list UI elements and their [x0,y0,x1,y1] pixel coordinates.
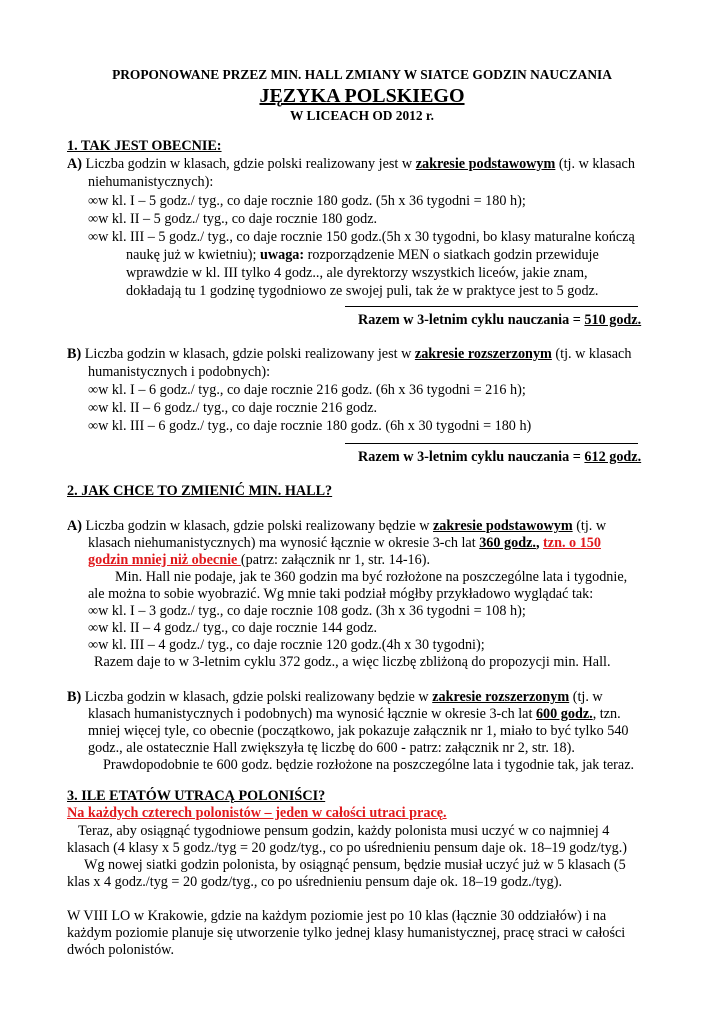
s2b-line3: mniej więcej tyle, co obecnie (początkowo, jak pokazuje załącznik nr 1, miało to być tylko 540 [88,723,629,739]
s2a-line2: klasach niehumanistycznych) ma wynosić łącznie w okresie 3-ch lat 360 godz., tzn. o 150 [88,535,601,551]
s1a-item3-cont2: wprawdzie w kl. III tylko 4 godz.., ale dyrektorzy wszystkich liceów, jakie znam, [126,265,588,281]
s2a-item2: ∞w kl. II – 4 godz./ tyg., co daje rocznie 144 godz. [88,620,378,636]
s3-para1-line1: Teraz, aby osiągnąć tygodniowe pensum godzin, każdy polonista musi uczyć w co najmniej 4 [78,823,610,839]
s2a-sum: Razem daje to w 3-letnim cyklu 372 godz., a więc liczbę zbliżoną do propozycji min. Hall. [94,654,611,670]
infinity-bullet-icon: ∞ [88,400,99,416]
s2b-line2: klasach humanistycznych i podobnych) ma wynosić łącznie w okresie 3-ch lat 600 godz., tzn. [88,706,621,722]
s1a-line2: niehumanistycznych): [88,174,214,190]
infinity-bullet-icon: ∞ [88,637,99,653]
s1a-item3: ∞w kl. III – 5 godz./ tyg., co daje rocznie 150 godz.(5h x 30 tygodni, bo klasy maturalne kończą [88,229,635,245]
section2-heading: 2. JAK CHCE TO ZMIENIĆ MIN. HALL? [67,483,333,499]
s1a-line1: A) Liczba godzin w klasach, gdzie polski realizowany jest w zakresie podstawowym (tj. w klasach [67,156,635,172]
s1a-item3-cont3: dokładają tu 1 godzinę tygodniowo ze swojej puli, tak że w praktyce jest to 5 godz. [126,283,599,299]
infinity-bullet-icon: ∞ [88,418,99,434]
s1b-item2: ∞w kl. II – 6 godz./ tyg., co daje rocznie 216 godz. [88,400,378,416]
s3-para3-line2: każdym poziomie planuje się utworzenie tylko jednej klasy humanistycznej, pracę straci w całości [67,925,626,941]
s3-para3-line1: W VIII LO w Krakowie, gdzie na każdym poziomie jest po 10 klas (łącznie 30 oddziałów) i na [67,908,607,924]
s2a-item3: ∞w kl. III – 4 godz./ tyg., co daje rocznie 120 godz.(4h x 30 tygodni); [88,637,485,653]
s3-highlight: Na każdych czterech polonistów – jeden w całości utraci pracę. [67,805,447,821]
doc-title-main: JĘZYKA POLSKIEGO [259,85,465,107]
s2a-line3: godzin mniej niż obecnie (patrz: załącznik nr 1, str. 14-16). [88,552,430,568]
s2a-line1: A) Liczba godzin w klasach, gdzie polski realizowany będzie w zakresie podstawowym (tj. w [67,518,607,534]
doc-title-line1: PROPONOWANE PRZEZ MIN. HALL ZMIANY W SIATCE GODZIN NAUCZANIA [112,67,612,82]
s1b-item3: ∞w kl. III – 6 godz./ tyg., co daje rocznie 180 godz. (6h x 30 tygodni = 180 h) [88,418,532,434]
s3-para1-line2: klasach (4 klasy x 5 godz./tyg = 20 godz/tyg., co po uśrednieniu pensum daje ok. 18–19 godz/tyg.) [67,840,628,856]
s2b-line5: Prawdopodobnie te 600 godz. będzie rozłożone na poszczególne lata i tygodnie tak, jak teraz. [103,757,635,773]
s1a-item2: ∞w kl. II – 5 godz./ tyg., co daje rocznie 180 godz. [88,211,378,227]
section1-heading: 1. TAK JEST OBECNIE: [67,138,222,154]
s2b-line4: godz., ale ostatecznie Hall zwiększyła tę liczbę do 600 - patrz: załącznik nr 2, str. 18). [88,740,575,756]
doc-title-line3: W LICEACH OD 2012 r. [290,108,434,123]
infinity-bullet-icon: ∞ [88,193,99,209]
s1b-total: Razem w 3-letnim cyklu nauczania = 612 godz. [358,449,642,465]
s2a-item1: ∞w kl. I – 3 godz./ tyg., co daje rocznie 108 godz. (3h x 36 tygodni = 108 h); [88,603,526,619]
infinity-bullet-icon: ∞ [88,229,99,245]
s1b-line1: B) Liczba godzin w klasach, gdzie polski realizowany jest w zakresie rozszerzonym (tj. w klasach [67,346,632,362]
s3-para3-line3: dwóch polonistów. [67,942,175,958]
s2a-para1: Min. Hall nie podaje, jak te 360 godzin ma być rozłożone na poszczególne lata i tygodnie, [115,569,628,585]
s2a-para2: ale można to sobie wyobrazić. Wg mnie taki podział mógłby przykładowo wyglądać tak: [88,586,594,602]
s3-para2-line2: klas x 4 godz./tyg = 20 godz/tyg., co po uśrednieniu pensum daje ok. 18–19 godz./tyg). [67,874,563,890]
infinity-bullet-icon: ∞ [88,620,99,636]
divider [345,443,638,444]
section3-heading: 3. ILE ETATÓW UTRACĄ POLONIŚCI? [67,788,326,804]
s2b-line1: B) Liczba godzin w klasach, gdzie polski realizowany będzie w zakresie rozszerzonym (tj. w [67,689,603,705]
divider [345,306,638,307]
s3-para2-line1: Wg nowej siatki godzin polonista, by osiągnąć pensum, będzie musiał uczyć już w 5 klasach (5 [84,857,626,873]
s1a-total: Razem w 3-letnim cyklu nauczania = 510 godz. [358,312,642,328]
s1a-item3-cont1: naukę już w kwietniu); uwaga: rozporządzenie MEN o siatkach godzin przewiduje [126,247,599,263]
s1b-line2: humanistycznych i podobnych): [88,364,271,380]
s1b-item1: ∞w kl. I – 6 godz./ tyg., co daje rocznie 216 godz. (6h x 36 tygodni = 216 h); [88,382,526,398]
infinity-bullet-icon: ∞ [88,211,99,227]
infinity-bullet-icon: ∞ [88,382,99,398]
s1a-item1: ∞w kl. I – 5 godz./ tyg., co daje rocznie 180 godz. (5h x 36 tygodni = 180 h); [88,193,526,209]
infinity-bullet-icon: ∞ [88,603,99,619]
